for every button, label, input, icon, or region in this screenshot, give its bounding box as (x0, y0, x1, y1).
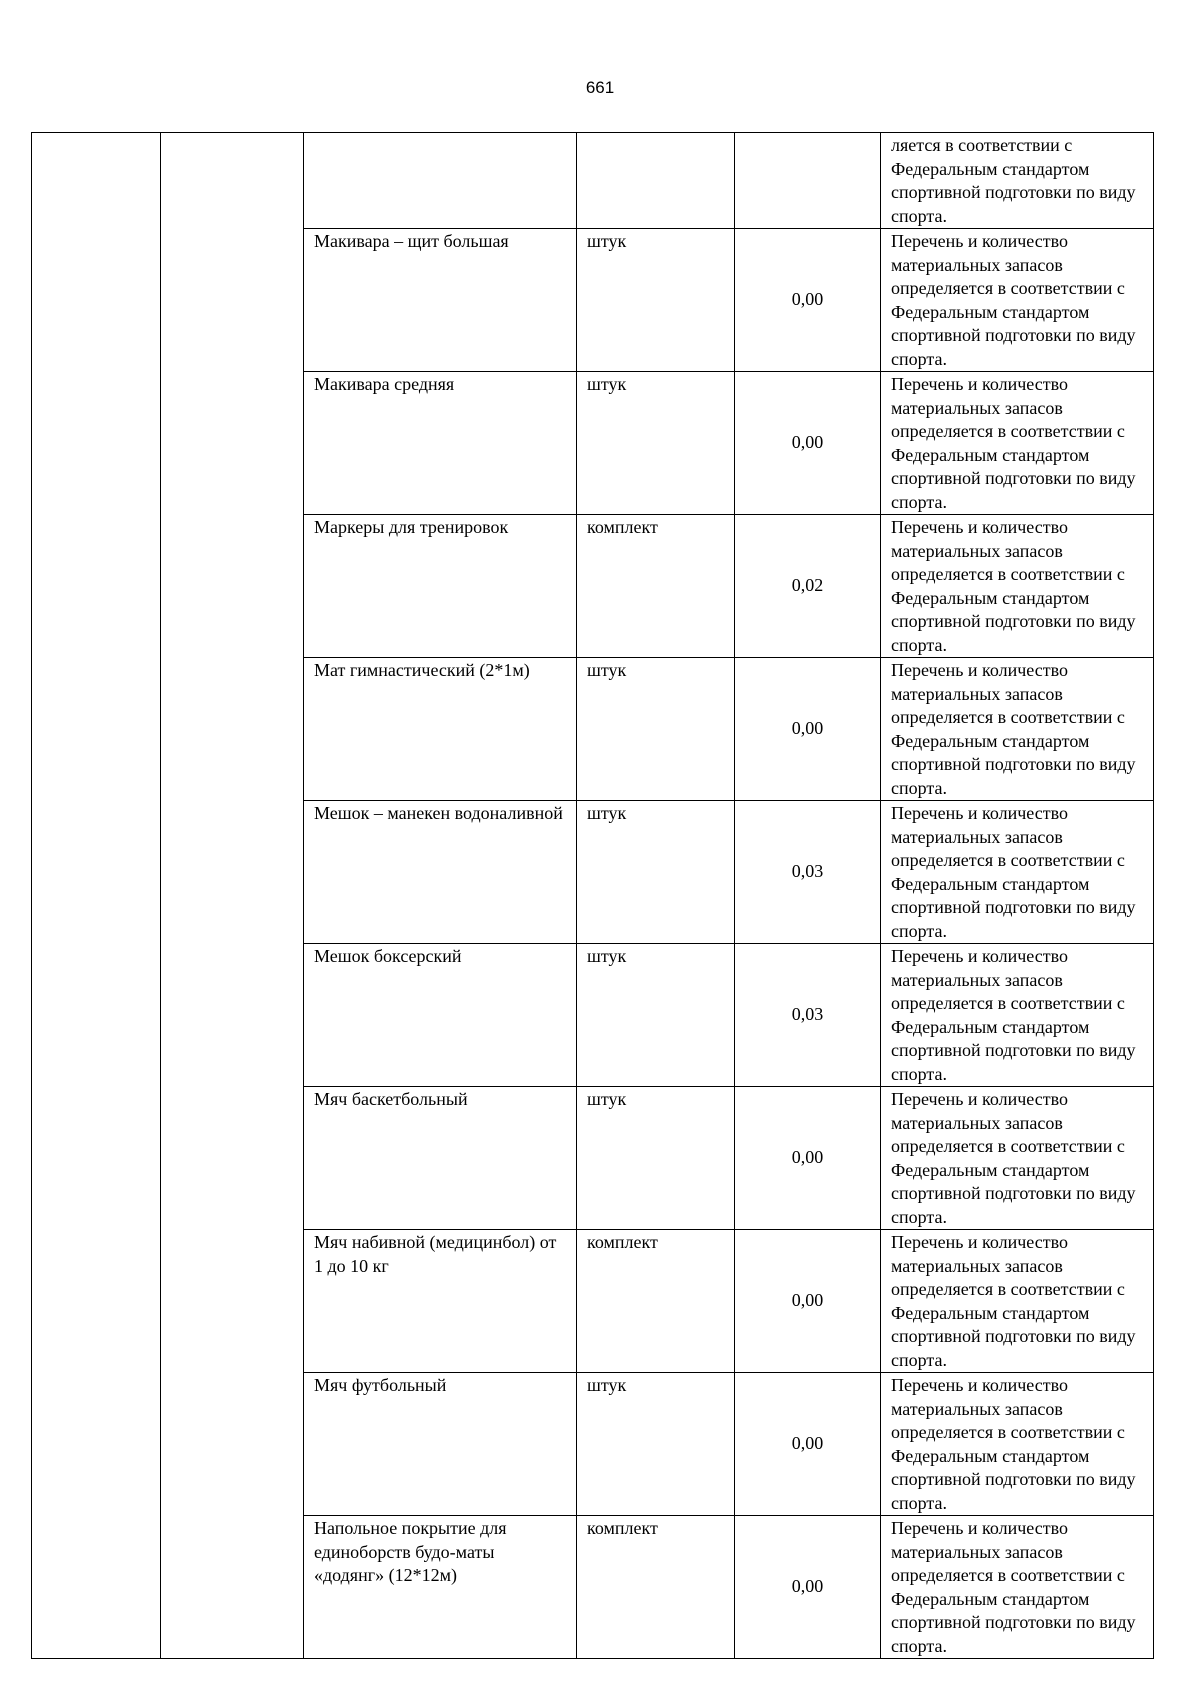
quantity-cell: 0,00 (735, 1230, 881, 1373)
quantity-cell: 0,03 (735, 944, 881, 1087)
unit-cell: штук (577, 229, 735, 372)
merged-cell-col2 (161, 133, 304, 1659)
note-cell: Перечень и количество материальных запасов определяется в соответствии с Федеральным стандартом спортивной подготовки по виду спорта. (881, 1373, 1154, 1516)
quantity-cell: 0,00 (735, 658, 881, 801)
note-cell: Перечень и количество материальных запасов определяется в соответствии с Федеральным стандартом спортивной подготовки по виду спорта. (881, 1516, 1154, 1659)
unit-cell (577, 133, 735, 229)
quantity-cell: 0,02 (735, 515, 881, 658)
item-name-cell: Макивара средняя (304, 372, 577, 515)
note-cell: Перечень и количество материальных запасов определяется в соответствии с Федеральным стандартом спортивной подготовки по виду спорта. (881, 658, 1154, 801)
materials-table (31, 132, 1154, 1659)
item-name-cell: Мешок боксерский (304, 944, 577, 1087)
unit-cell: комплект (577, 515, 735, 658)
item-name-cell: Мяч футбольный (304, 1373, 577, 1516)
quantity-cell: 0,00 (735, 1087, 881, 1230)
unit-cell: штук (577, 1087, 735, 1230)
item-name-cell: Напольное покрытие для единоборств будо-маты «додянг» (12*12м) (304, 1516, 577, 1659)
table-row (32, 133, 1154, 229)
item-name-cell: Мяч баскетбольный (304, 1087, 577, 1230)
note-cell: Перечень и количество материальных запасов определяется в соответствии с Федеральным стандартом спортивной подготовки по виду спорта. (881, 1087, 1154, 1230)
merged-cell-col1 (32, 133, 161, 1659)
unit-cell: штук (577, 372, 735, 515)
item-name-cell: Мяч набивной (медицинбол) от 1 до 10 кг (304, 1230, 577, 1373)
quantity-cell: 0,00 (735, 229, 881, 372)
note-cell: Перечень и количество материальных запасов определяется в соответствии с Федеральным стандартом спортивной подготовки по виду спорта. (881, 229, 1154, 372)
quantity-cell: 0,00 (735, 1516, 881, 1659)
quantity-cell (735, 133, 881, 229)
quantity-cell: 0,03 (735, 801, 881, 944)
item-name-cell: Маркеры для тренировок (304, 515, 577, 658)
unit-cell: штук (577, 944, 735, 1087)
quantity-cell: 0,00 (735, 372, 881, 515)
quantity-cell: 0,00 (735, 1373, 881, 1516)
unit-cell: комплект (577, 1516, 735, 1659)
item-name-cell: Макивара – щит большая (304, 229, 577, 372)
item-name-cell: Мат гимнастический (2*1м) (304, 658, 577, 801)
unit-cell: штук (577, 658, 735, 801)
unit-cell: комплект (577, 1230, 735, 1373)
note-cell: Перечень и количество материальных запасов определяется в соответствии с Федеральным стандартом спортивной подготовки по виду спорта. (881, 1230, 1154, 1373)
note-cell: Перечень и количество материальных запасов определяется в соответствии с Федеральным стандартом спортивной подготовки по виду спорта. (881, 515, 1154, 658)
item-name-cell (304, 133, 577, 229)
unit-cell: штук (577, 801, 735, 944)
page-number: 661 (585, 78, 615, 97)
note-cell: ляется в соответствии с Федеральным стандартом спортивной подготовки по виду спорта. (881, 133, 1154, 229)
note-cell: Перечень и количество материальных запасов определяется в соответствии с Федеральным стандартом спортивной подготовки по виду спорта. (881, 944, 1154, 1087)
note-cell: Перечень и количество материальных запасов определяется в соответствии с Федеральным стандартом спортивной подготовки по виду спорта. (881, 372, 1154, 515)
item-name-cell: Мешок – манекен водоналивной (304, 801, 577, 944)
unit-cell: штук (577, 1373, 735, 1516)
note-cell: Перечень и количество материальных запасов определяется в соответствии с Федеральным стандартом спортивной подготовки по виду спорта. (881, 801, 1154, 944)
